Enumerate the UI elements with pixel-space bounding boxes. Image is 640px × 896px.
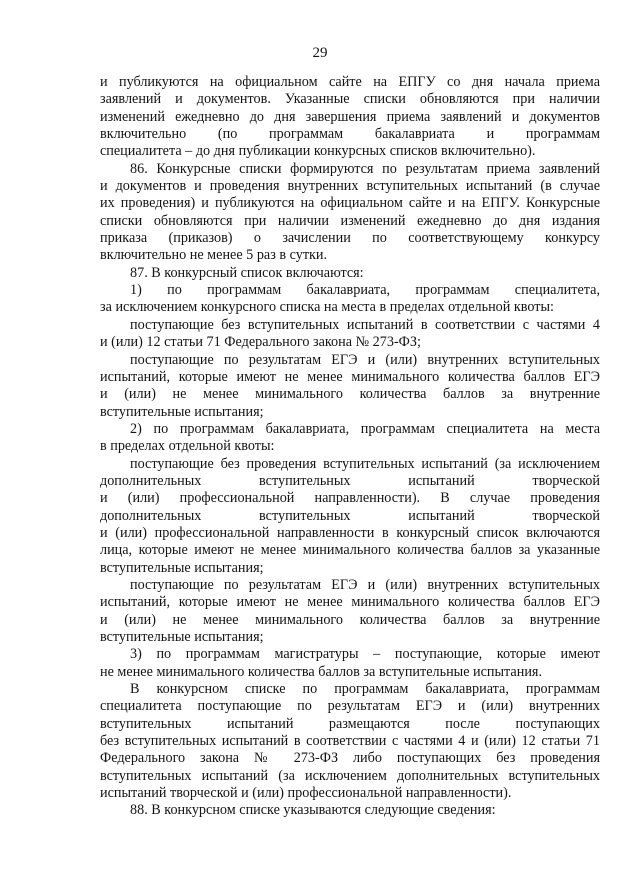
text-line: специалитета поступающие по результатам ЕГЭ и (или) внутренних [100, 698, 600, 715]
text-line: 1) по программам бакалавриата, программам специалитета, [130, 282, 600, 299]
text-line: и документов и проведения внутренних вступительных испытаний (в случае [100, 178, 600, 195]
text-line: и (или) не менее минимального количества баллов за внутренние [100, 611, 600, 628]
text-line: 87. В конкурсный список включаются: [130, 264, 364, 281]
text-line: не менее минимального количества баллов за вступительные испытания. [100, 663, 542, 680]
text-line: В конкурсном списке по программам бакалавриата, программам [130, 681, 600, 698]
text-line: и публикуются на официальном сайте на ЕПГУ со дня начала приема [100, 74, 600, 90]
text-line: включительно не менее 5 раз в сутки. [100, 247, 328, 264]
text-line: вступительные испытания; [100, 403, 264, 420]
text-line: 2) по программам бакалавриата, программам специалитета на места [130, 420, 600, 437]
text-line: вступительные испытания; [100, 629, 264, 645]
text-line: испытаний, которые имеют не менее минимального количества баллов ЕГЭ [100, 594, 600, 611]
text-line: Федерального закона № 273-ФЗ либо поступающих без проведения [100, 750, 600, 767]
text-line: и (или) профессиональной направленности в конкурсный список включаются [100, 524, 600, 541]
text-line: поступающие по результатам ЕГЭ и (или) внутренних вступительных [130, 351, 600, 368]
text-line: приказа (приказов) о зачислении по соответствующему конкурсу [100, 230, 600, 247]
text-line: включительно (по программам бакалавриата и программам [100, 126, 600, 143]
text-line: дополнительных вступительных испытаний творческой [100, 472, 600, 489]
text-line: дополнительных вступительных испытаний творческой [100, 507, 600, 524]
text-line: и (или) 12 статьи 71 Федерального закона № 273-ФЗ; [100, 334, 421, 351]
text-line: лица, которые имеют не менее минимального количества баллов за указанные [100, 542, 600, 559]
text-line: в пределах отдельной квоты: [100, 438, 275, 455]
text-line: 86. Конкурсные списки формируются по результатам приема заявлений [130, 160, 600, 177]
text-line: испытаний, которые имеют не менее минимального количества баллов ЕГЭ [100, 368, 600, 385]
text-line: 3) по программам магистратуры – поступающие, которые имеют [130, 646, 600, 663]
text-line: их проведения) и публикуются на официальном сайте и на ЕПГУ. Конкурсные [100, 195, 600, 212]
document-body [100, 74, 600, 820]
page-number: 29 [312, 45, 328, 61]
text-line: заявлений и документов. Указанные списки обновляются при наличии [100, 91, 600, 108]
text-line: поступающие по результатам ЕГЭ и (или) внутренних вступительных [130, 576, 600, 593]
text-line: вступительные испытания; [100, 559, 264, 576]
text-line: специалитета – до дня публикации конкурсных списков включительно). [100, 143, 536, 160]
text-line: вступительных испытаний (за исключением дополнительных вступительных [100, 767, 600, 784]
text-line: 88. В конкурсном списке указываются следующие сведения: [130, 802, 496, 819]
text-line: и (или) не менее минимального количества баллов за внутренние [100, 386, 600, 403]
text-line: списки обновляются при наличии изменений ежедневно до дня издания [100, 212, 600, 229]
text-line: и (или) профессиональной направленности). В случае проведения [100, 490, 600, 507]
text-line: вступительных испытаний размещаются после поступающих [100, 715, 600, 732]
text-line: изменений ежедневно до дня завершения приема заявлений и документов [100, 108, 600, 125]
text-line: без вступительных испытаний в соответствии с частями 4 и (или) 12 статьи 71 [100, 733, 600, 750]
text-line: поступающие без вступительных испытаний в соответствии с частями 4 [130, 316, 600, 333]
text-line: поступающие без проведения вступительных испытаний (за исключением [130, 455, 600, 472]
text-line: за исключением конкурсного списка на места в пределах отдельной квоты: [100, 299, 554, 316]
text-line: испытаний творческой и (или) профессиональной направленности). [100, 785, 512, 802]
